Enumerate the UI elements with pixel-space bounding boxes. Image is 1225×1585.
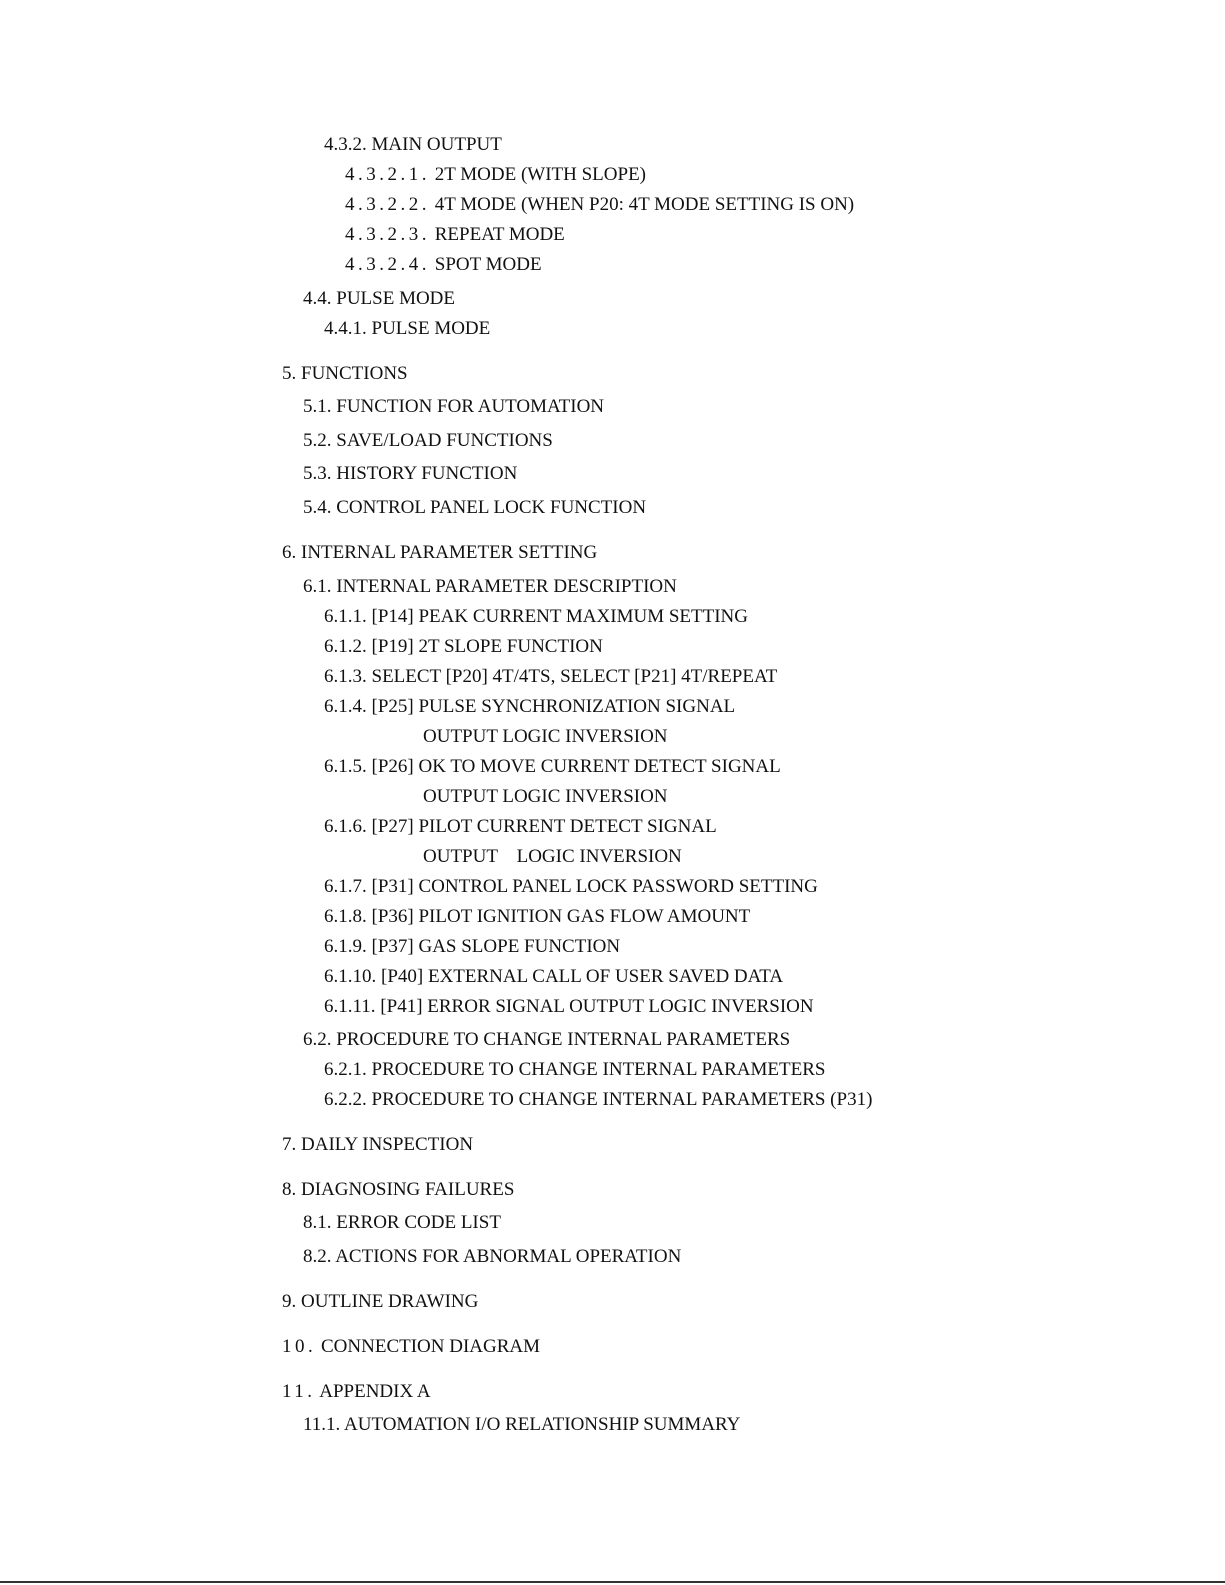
toc-entry-number: 6.2.1. (324, 1059, 367, 1080)
toc-entry-number: 9. (282, 1291, 297, 1312)
toc-entry-6-1-10 (324, 966, 783, 988)
toc-entry-11 (282, 1381, 431, 1403)
toc-entry-number: 6.1.9. (324, 936, 367, 957)
toc-entry-number: 6.1.4. (324, 696, 367, 717)
toc-entry-title: 2T MODE (WITH SLOPE) (434, 164, 647, 185)
toc-entry-6-1 (303, 576, 677, 598)
toc-entry-6-1-9 (324, 936, 620, 958)
toc-entry-6-1-11 (324, 996, 814, 1018)
toc-entry-title: AUTOMATION I/O RELATIONSHIP SUMMARY (344, 1414, 741, 1435)
toc-entry-6-1-3 (324, 666, 777, 688)
toc-entry-title: PULSE MODE (336, 288, 456, 309)
toc-entry-8-2 (303, 1246, 681, 1268)
toc-entry-number: 6.1.10. (324, 966, 377, 987)
toc-entry-number: 4.3.2.3. (345, 224, 430, 245)
toc-entry-number: 8.1. (303, 1212, 332, 1233)
toc-entry-6-1-5 (324, 756, 781, 778)
toc-entry-6-1-1 (324, 606, 748, 628)
toc-entry-number: 5.2. (303, 430, 332, 451)
toc-entry-8 (282, 1179, 514, 1201)
toc-entry-6-1-4 (324, 696, 735, 718)
toc-entry-number: 6.1.11. (324, 996, 376, 1017)
toc-entry-title: ACTIONS FOR ABNORMAL OPERATION (335, 1246, 682, 1267)
toc-entry-title: CONTROL PANEL LOCK FUNCTION (336, 497, 647, 518)
toc-entry-title: [P31] CONTROL PANEL LOCK PASSWORD SETTING (371, 876, 818, 897)
toc-entry-6-1-8 (324, 906, 750, 928)
toc-entry-4-4 (303, 288, 455, 310)
toc-entry-6-1-6-continued (423, 846, 682, 868)
toc-entry-number: 4.3.2.1. (345, 164, 430, 185)
toc-entry-number: 6. (282, 542, 297, 563)
toc-entry-title: OUTPUT LOGIC INVERSION (423, 846, 682, 867)
toc-entry-5-2 (303, 430, 553, 452)
toc-entry-title: SELECT [P20] 4T/4TS, SELECT [P21] 4T/REPEAT (371, 666, 778, 687)
toc-entry-number: 6.1.2. (324, 636, 367, 657)
toc-entry-number: 10. (282, 1336, 317, 1357)
toc-entry-10 (282, 1336, 540, 1358)
toc-entry-number: 5.3. (303, 463, 332, 484)
toc-entry-title: REPEAT MODE (434, 224, 565, 245)
toc-entry-4-4-1 (324, 318, 490, 340)
toc-entry-6-1-6 (324, 816, 717, 838)
toc-entry-title: FUNCTIONS (301, 363, 408, 384)
toc-entry-number: 5.4. (303, 497, 332, 518)
toc-entry-title: MAIN OUTPUT (371, 134, 502, 155)
toc-entry-4-3-2-3 (345, 224, 565, 246)
toc-entry-number: 6.1. (303, 576, 332, 597)
toc-entry-title: [P19] 2T SLOPE FUNCTION (371, 636, 603, 657)
toc-entry-number: 6.1.3. (324, 666, 367, 687)
toc-entry-number: 4.3.2.2. (345, 194, 430, 215)
toc-entry-number: 8.2. (303, 1246, 332, 1267)
toc-entry-7 (282, 1134, 473, 1156)
toc-entry-title: SAVE/LOAD FUNCTIONS (336, 430, 553, 451)
toc-entry-title: FUNCTION FOR AUTOMATION (336, 396, 605, 417)
toc-entry-number: 6.2.2. (324, 1089, 367, 1110)
toc-entry-6-1-2 (324, 636, 603, 658)
toc-entry-title: [P25] PULSE SYNCHRONIZATION SIGNAL (371, 696, 736, 717)
toc-entry-title: [P27] PILOT CURRENT DETECT SIGNAL (371, 816, 717, 837)
toc-entry-title: INTERNAL PARAMETER SETTING (301, 542, 598, 563)
toc-entry-8-1 (303, 1212, 501, 1234)
toc-entry-6 (282, 542, 597, 564)
page-bottom-rule (0, 1581, 1225, 1583)
toc-entry-number: 11. (282, 1381, 316, 1402)
toc-entry-number: 5. (282, 363, 297, 384)
toc-entry-title: [P26] OK TO MOVE CURRENT DETECT SIGNAL (371, 756, 781, 777)
toc-entry-title: [P40] EXTERNAL CALL OF USER SAVED DATA (381, 966, 784, 987)
toc-entry-4-3-2 (324, 134, 502, 156)
toc-entry-title: [P14] PEAK CURRENT MAXIMUM SETTING (371, 606, 748, 627)
toc-entry-title: OUTPUT LOGIC INVERSION (423, 726, 668, 747)
toc-entry-title: DIAGNOSING FAILURES (301, 1179, 515, 1200)
toc-entry-number: 6.1.1. (324, 606, 367, 627)
toc-entry-number: 11.1. (303, 1414, 341, 1435)
toc-entry-number: 8. (282, 1179, 297, 1200)
toc-entry-number: 6.2. (303, 1029, 332, 1050)
toc-entry-title: PROCEDURE TO CHANGE INTERNAL PARAMETERS (336, 1029, 791, 1050)
toc-entry-6-2 (303, 1029, 790, 1051)
toc-entry-6-1-5-continued (423, 786, 668, 808)
toc-entry-title: APPENDIX A (319, 1381, 431, 1402)
toc-entry-9 (282, 1291, 478, 1313)
toc-entry-5-4 (303, 497, 646, 519)
toc-entry-6-1-4-continued (423, 726, 668, 748)
toc-entry-number: 4.4.1. (324, 318, 367, 339)
toc-entry-number: 7. (282, 1134, 297, 1155)
toc-entry-title: SPOT MODE (434, 254, 542, 275)
toc-entry-6-2-1 (324, 1059, 825, 1081)
toc-entry-title: [P36] PILOT IGNITION GAS FLOW AMOUNT (371, 906, 751, 927)
toc-entry-title: [P37] GAS SLOPE FUNCTION (371, 936, 621, 957)
toc-entry-4-3-2-4 (345, 254, 542, 276)
toc-entry-title: OUTLINE DRAWING (301, 1291, 479, 1312)
toc-entry-number: 6.1.7. (324, 876, 367, 897)
toc-entry-number: 5.1. (303, 396, 332, 417)
toc-entry-number: 6.1.5. (324, 756, 367, 777)
toc-entry-4-3-2-2 (345, 194, 854, 216)
toc-entry-number: 4.4. (303, 288, 332, 309)
toc-entry-number: 6.1.8. (324, 906, 367, 927)
toc-entry-title: [P41] ERROR SIGNAL OUTPUT LOGIC INVERSION (380, 996, 814, 1017)
toc-entry-title: CONNECTION DIAGRAM (321, 1336, 541, 1357)
toc-entry-title: HISTORY FUNCTION (336, 463, 518, 484)
toc-entry-title: INTERNAL PARAMETER DESCRIPTION (336, 576, 677, 597)
toc-entry-6-1-7 (324, 876, 818, 898)
toc-entry-title: 4T MODE (WHEN P20: 4T MODE SETTING IS ON) (434, 194, 855, 215)
toc-entry-5-1 (303, 396, 604, 418)
toc-entry-title: OUTPUT LOGIC INVERSION (423, 786, 668, 807)
toc-entry-title: DAILY INSPECTION (301, 1134, 474, 1155)
toc-entry-5-3 (303, 463, 517, 485)
toc-entry-title: PROCEDURE TO CHANGE INTERNAL PARAMETERS (P31) (371, 1089, 873, 1110)
toc-entry-number: 4.3.2. (324, 134, 367, 155)
toc-entry-number: 4.3.2.4. (345, 254, 430, 275)
toc-entry-title: PROCEDURE TO CHANGE INTERNAL PARAMETERS (371, 1059, 826, 1080)
toc-entry-11-1 (303, 1414, 740, 1436)
toc-entry-4-3-2-1 (345, 164, 646, 186)
toc-entry-5 (282, 363, 408, 385)
toc-entry-title: PULSE MODE (371, 318, 491, 339)
toc-entry-6-2-2 (324, 1089, 872, 1111)
toc-entry-title: ERROR CODE LIST (336, 1212, 501, 1233)
toc-entry-number: 6.1.6. (324, 816, 367, 837)
